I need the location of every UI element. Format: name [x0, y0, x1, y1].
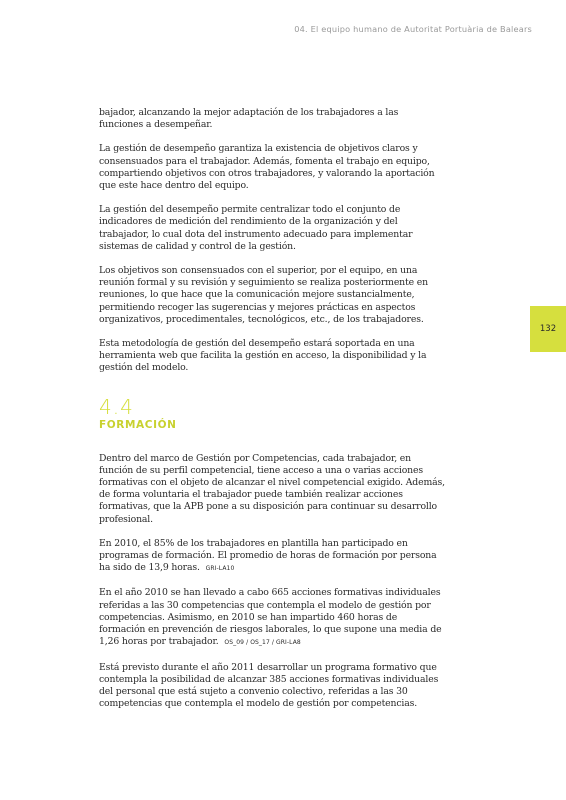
paragraph: La gestión del desempeño permite centralizar todo el conjunto de indicadores de medición del rendimiento de la organización y del trabajador, lo cual dota del instrumento adecuado para implementar sistemas de calidad y control de la gestión.	[99, 204, 413, 252]
paragraph-text: En el año 2010 se han llevado a cabo 665 acciones formativas individuales referidas a las 30 competencias que contempla el modelo de gestión por competencias. Asimismo, en 2010 se han impartido 460 horas de formación en prevención de riesgos laborales, lo que supone una media de 1,26 horas por trabajador.	[99, 587, 442, 648]
page-number: 132	[539, 324, 557, 334]
paragraph-text: Dentro del marco de Gestión por Competencias, cada trabajador, en función de su perfil competencial, tiene acceso a una o varias acciones formativas con el objeto de alcanzar el nivel competencial exigido. Además, de forma voluntaria el trabajador puede también realizar acciones formativas, que la APB pone a su disposición para continuar su desarrollo profesional.	[99, 452, 445, 525]
section-number: 4.4	[99, 394, 134, 419]
paragraph	[99, 453, 445, 526]
paragraph: Esta metodología de gestión del desempeño estará soportada en una herramienta web que facilita la gestión en acceso, la disponibilidad y la gestión del modelo.	[99, 338, 427, 374]
paragraph	[99, 662, 445, 711]
paragraph: La gestión de desempeño garantiza la existencia de objetivos claros y consensuados para el trabajador. Además, fomenta el trabajo en equipo, compartiendo objetivos con otros trabajadores, y valorando la aportación que este hace dentro del equipo.	[99, 143, 435, 192]
paragraph	[99, 538, 445, 576]
paragraph: Los objetivos son consensuados con el superior, por el equipo, en una reunión formal y su revisión y seguimiento se realiza posteriormente en reuniones, lo que hace que la comunicación mejore sustancialmente, permitiendo recoger las sugerencias y mejores prácticas en aspectos organizativos, procedimentales, tecnológicos, etc., de los trabajadores.	[99, 265, 428, 325]
section-title: FORMACIÓN	[99, 418, 177, 431]
page-number-tab	[530, 306, 566, 352]
paragraph-text: En 2010, el 85% de los trabajadores en plantilla han participado en programas de formación. El promedio de horas de formación por persona ha sido de 13,9 horas.	[99, 537, 437, 574]
gri-code: OS_09 / OS_17 / GRI-LA8	[224, 639, 301, 647]
paragraph-text: Está previsto durante el año 2011 desarrollar un programa formativo que contempla la posibilidad de alcanzar 385 acciones formativas individuales del personal que está sujeto a convenio colectivo, referidas a las 30 competencias que contempla el modelo de gestión por competencias.	[99, 661, 439, 710]
running-header: 04. El equipo humano de Autoritat Portuària de Balears	[294, 24, 532, 34]
document-body	[99, 107, 445, 710]
paragraph	[99, 587, 445, 649]
paragraph: bajador, alcanzando la mejor adaptación de los trabajadores a las funciones a desempeñar.	[99, 107, 399, 131]
gri-code: GRI-LA10	[205, 565, 235, 573]
